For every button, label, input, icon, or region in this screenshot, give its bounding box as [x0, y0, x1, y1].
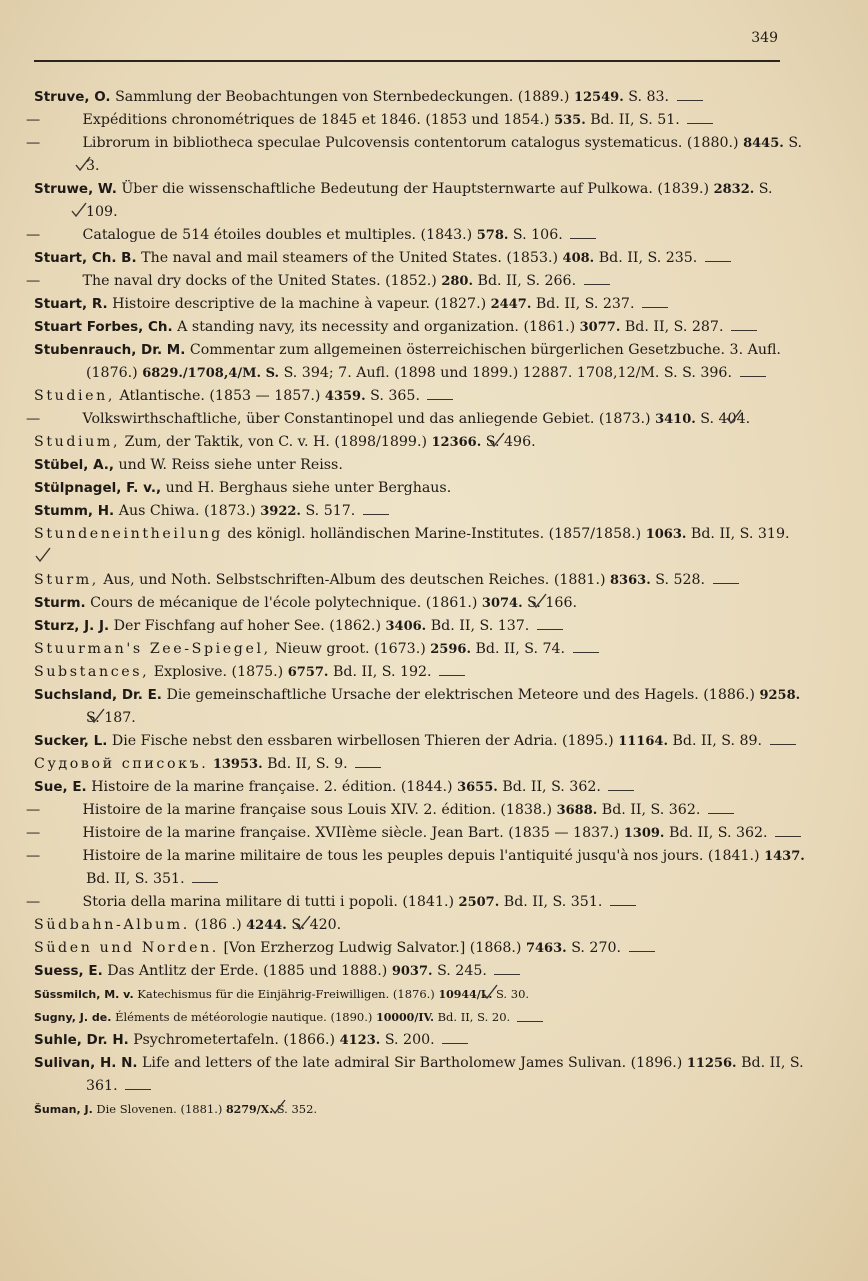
entry-page-ref: S. 109. [86, 181, 773, 220]
check-mark-icon [321, 1099, 339, 1115]
entry-author: Stuart, Ch. B. [34, 250, 137, 266]
catalog-entry [34, 753, 808, 776]
entry-author: Studium, [34, 434, 121, 450]
entry-page-ref: S. 245. [437, 963, 487, 979]
pencil-dash-icon [629, 945, 655, 952]
entry-title: Histoire de la marine française. 2. édition. (1844.) [91, 779, 458, 795]
pencil-dash-icon [713, 577, 739, 584]
entry-author: Stülpnagel, F. v., [34, 480, 162, 496]
entry-shelf-number: 13953. [212, 757, 263, 772]
entry-shelf-number: 4359. [324, 389, 366, 404]
entry-title: Catalogue de 514 étoiles doubles et multiples. (1843.) [82, 227, 477, 243]
entry-shelf-number: 9037. [391, 964, 433, 979]
entry-title: Life and letters of the late admiral Sir Bartholomew James Sulivan. (1896.) [142, 1055, 687, 1071]
catalog-entry [26, 891, 808, 914]
entry-shelf-number: 6757. [287, 665, 329, 680]
entry-author: Stübel, A., [34, 457, 115, 473]
entry-shelf-number: 4244. [246, 918, 287, 933]
entry-shelf-number: 9258. [759, 688, 801, 703]
pencil-dash-icon [494, 968, 520, 975]
entry-shelf-number: 3410. [655, 412, 696, 427]
entry-page-ref: Bd. II, S. 362. [668, 825, 768, 841]
entry-title: des königl. holländischen Marine-Institutes. (1857/1858.) [227, 526, 646, 542]
catalog-entry [34, 914, 808, 937]
ditto-dash: — [26, 894, 41, 910]
catalog-entry [26, 408, 808, 431]
entry-author: Stuart Forbes, Ch. [34, 319, 173, 335]
entry-author: Stubenrauch, Dr. M. [34, 342, 186, 358]
catalog-entry [34, 937, 808, 960]
entry-shelf-number: 3077. [579, 320, 621, 335]
entry-shelf-number: 1063. [645, 527, 687, 542]
entry-page-ref: Bd. II, S. 361. [86, 1055, 804, 1094]
entry-title: Die Fische nebst den essbaren wirbellosen Thieren der Adria. (1895.) [111, 733, 619, 749]
entry-shelf-number: 1309. [623, 826, 665, 841]
entry-shelf-number: 3688. [556, 803, 598, 818]
catalog-entry [34, 960, 808, 983]
entry-title: Volkswirthschaftliche, über Constantinopel und das anliegende Gebiet. (1873.) [82, 411, 656, 427]
entry-author: Sugny, J. de. [34, 1011, 112, 1024]
entry-shelf-number: 1437. [764, 849, 805, 864]
pencil-dash-icon [439, 669, 465, 676]
catalog-entry [26, 109, 808, 132]
entry-title: A standing navy, its necessity and organization. (1861.) [177, 319, 580, 335]
entry-title: Librorum in bibliotheca speculae Pulcovensis contentorum catalogus systematicus. (1880.) [82, 135, 744, 151]
catalog-entry [34, 638, 808, 661]
pencil-dash-icon [708, 807, 734, 814]
catalog-entry [34, 1098, 808, 1121]
entry-page-ref: S. 30. [495, 987, 530, 1001]
entry-shelf-number: 3655. [457, 780, 498, 795]
entry-title: Éléments de météorologie nautique. (1890.) [115, 1010, 377, 1024]
entry-page-ref: Bd. II, S. 192. [332, 664, 432, 680]
catalog-entry [34, 615, 808, 638]
catalog-entry [34, 661, 808, 684]
entry-title: Psychrometertafeln. (1866.) [133, 1032, 340, 1048]
pencil-dash-icon [740, 370, 766, 377]
entry-author: Suhle, Dr. H. [34, 1032, 129, 1048]
entry-shelf-number: 535. [554, 113, 586, 128]
check-mark-icon [582, 593, 600, 609]
catalog-entry [26, 270, 808, 293]
catalog-entry [34, 983, 808, 1006]
entry-shelf-number: 8363. [610, 573, 651, 588]
pencil-dash-icon [705, 255, 731, 262]
entry-shelf-number: 408. [562, 251, 595, 266]
entry-page-ref: Bd. II, S. 351. [503, 894, 603, 910]
pencil-dash-icon [442, 1037, 468, 1044]
entry-page-ref: Bd. II, S. 266. [477, 273, 577, 289]
entry-page-ref: S. 187. [86, 710, 136, 726]
entry-title: Über die wissenschaftliche Bedeutung der Hauptsternwarte auf Pulkowa. (1839.) [121, 181, 714, 197]
catalog-entry [34, 86, 808, 109]
catalog-entry [26, 845, 808, 891]
entry-page-ref: S. 3. [86, 135, 803, 174]
entry-shelf-number: 12366. [431, 435, 482, 450]
pencil-dash-icon [125, 1083, 151, 1090]
entry-shelf-number: 8445. [743, 136, 784, 151]
catalog-entry [34, 1029, 808, 1052]
pencil-dash-icon [687, 117, 713, 124]
entry-title: Sammlung der Beobachtungen von Sternbedeckungen. (1889.) [115, 89, 574, 105]
entry-author: Stuart, R. [34, 296, 108, 312]
entry-page-ref: S. 404. [700, 411, 751, 427]
pencil-dash-icon [570, 232, 596, 239]
entry-shelf-number: 3922. [260, 504, 301, 519]
pencil-dash-icon [642, 301, 668, 308]
entry-shelf-number: 3406. [385, 619, 427, 634]
ditto-dash: — [26, 825, 41, 841]
check-mark-icon [755, 409, 773, 425]
entry-title: Aus, und Noth. Selbstschriften-Album des deutschen Reiches. (1881.) [103, 572, 611, 588]
entry-title: und W. Reiss siehe unter Reiss. [118, 457, 343, 473]
catalog-entry [34, 592, 808, 615]
pencil-dash-icon [731, 324, 757, 331]
pencil-dash-icon [775, 830, 801, 837]
entry-shelf-number: 10000/IV. [376, 1011, 434, 1024]
catalog-entry [34, 385, 808, 408]
ditto-dash: — [26, 112, 41, 128]
entry-page-ref: S. 166. [527, 595, 577, 611]
entry-title: The naval and mail steamers of the United States. (1853.) [141, 250, 563, 266]
entry-author: Sulivan, H. N. [34, 1055, 138, 1071]
entry-title: Expéditions chronométriques de 1845 et 1846. (1853 und 1854.) [82, 112, 555, 128]
entry-author: Süden und Norden. [34, 940, 219, 956]
entry-page-ref: S. 270. [571, 940, 622, 956]
entry-page-ref: S. 106. [512, 227, 563, 243]
catalog-entry [34, 316, 808, 339]
check-mark-icon [533, 984, 551, 1000]
pencil-dash-icon [192, 876, 218, 883]
entry-page-ref: S. 420. [291, 917, 342, 933]
catalog-entry [34, 523, 808, 569]
catalog-entry [26, 224, 808, 247]
ditto-dash: — [26, 802, 41, 818]
ditto-dash: — [26, 411, 41, 427]
entry-author: Sturm, [34, 572, 99, 588]
entry-title: Explosive. (1875.) [153, 664, 288, 680]
header-rule [34, 60, 780, 62]
pencil-dash-icon [573, 646, 599, 653]
catalog-entry [26, 799, 808, 822]
catalog-entry [34, 247, 808, 270]
entry-page-ref: Bd. II, S. 362. [502, 779, 601, 795]
entry-shelf-number: 2832. [713, 182, 755, 197]
entry-page-ref: Bd. II, S. 362. [601, 802, 701, 818]
catalog-entry [34, 569, 808, 592]
entry-page-ref: Bd. II, S. 74. [475, 641, 566, 657]
entry-shelf-number: 4123. [339, 1033, 381, 1048]
catalog-entry [34, 776, 808, 799]
entry-shelf-number: 10944/L. [438, 988, 493, 1001]
entry-author: Substances, [34, 664, 150, 680]
catalog-entry [34, 454, 808, 477]
pencil-dash-icon [355, 761, 381, 768]
entry-page-ref: Bd. II, S. 287. [624, 319, 724, 335]
entry-title: Atlantische. (1853 — 1857.) [119, 388, 325, 404]
catalog-entry [34, 500, 808, 523]
check-mark-icon [346, 915, 364, 931]
entry-page-ref: Bd. II, S. 51. [590, 112, 680, 128]
ditto-dash: — [26, 135, 41, 151]
entry-shelf-number: 6829./1708,4/M. S. [142, 366, 280, 381]
catalog-entry [34, 1052, 808, 1098]
pencil-dash-icon [584, 278, 610, 285]
entry-page-ref: S. 352. [276, 1102, 318, 1116]
entry-title: Histoire descriptive de la machine à vapeur. (1827.) [112, 296, 491, 312]
entry-title: Histoire de la marine militaire de tous les peuples depuis l'antiquité jusqu'à nos jours. (1841.) [82, 848, 765, 864]
entry-title: Zum, der Taktik, von C. v. H. (1898/1899.) [124, 434, 432, 450]
entry-title: Cours de mécanique de l'école polytechnique. (1861.) [90, 595, 482, 611]
catalog-entry [34, 730, 808, 753]
entry-shelf-number: 2507. [458, 895, 500, 910]
catalog-entry [26, 132, 808, 178]
entry-page-ref: S. 200. [384, 1032, 435, 1048]
entry-author: Sue, E. [34, 779, 87, 795]
entry-author: Судовой списокъ. [34, 756, 209, 772]
entry-author: Sturz, J. J. [34, 618, 110, 634]
ditto-dash: — [26, 227, 41, 243]
entry-title: Der Fischfang auf hoher See. (1862.) [113, 618, 386, 634]
entry-shelf-number: 578. [476, 228, 509, 243]
catalog-entry [34, 178, 808, 224]
entry-title: Die gemeinschaftliche Ursache der elektrischen Meteore und des Hagels. (1886.) [166, 687, 760, 703]
entry-author: Stumm, H. [34, 503, 115, 519]
entry-title: Aus Chiwa. (1873.) [118, 503, 261, 519]
entry-author: Studien, [34, 388, 116, 404]
entry-shelf-number: 12549. [573, 90, 624, 105]
entry-page-ref: Bd. II, S. 9. [267, 756, 348, 772]
entry-title: Histoire de la marine française sous Louis XIV. 2. édition. (1838.) [82, 802, 557, 818]
catalog-entry [34, 684, 808, 730]
entry-author: Sturm. [34, 595, 86, 611]
entry-page-ref: S. 365. [370, 388, 420, 404]
catalog-entry [34, 1006, 808, 1029]
check-mark-icon [104, 156, 122, 172]
entry-title: und H. Berghaus siehe unter Berghaus. [165, 480, 452, 496]
pencil-dash-icon [517, 1015, 543, 1022]
catalog-entry [34, 431, 808, 454]
entry-author: Suchsland, Dr. E. [34, 687, 162, 703]
entry-page-ref: Bd. II, S. 235. [598, 250, 698, 266]
entry-title: Katechismus für die Einjährig-Freiwilligen. (1876.) [137, 987, 439, 1001]
entry-author: Stuurman's Zee-Spiegel, [34, 641, 271, 657]
catalog-entry [34, 339, 808, 385]
pencil-dash-icon [770, 738, 796, 745]
catalog-entry [34, 477, 808, 500]
pencil-dash-icon [363, 508, 389, 515]
pencil-dash-icon [537, 623, 563, 630]
entry-page-ref: Bd. II, S. 237. [535, 296, 635, 312]
entry-page-ref: Bd. II, S. 89. [672, 733, 763, 749]
pencil-dash-icon [608, 784, 634, 791]
entry-shelf-number: 11256. [686, 1056, 737, 1071]
entry-shelf-number: 8279/X. [226, 1103, 274, 1116]
entry-title: Nieuw groot. (1673.) [275, 641, 431, 657]
entry-author: Südbahn-Album. [34, 917, 190, 933]
pencil-dash-icon [427, 393, 453, 400]
entry-page-ref: S. 83. [628, 89, 670, 105]
catalog-entry [34, 293, 808, 316]
entry-title: Das Antlitz der Erde. (1885 und 1888.) [107, 963, 392, 979]
entry-title: Commentar zum allgemeinen österreichischen bürgerlichen Gesetzbuche. 3. Aufl. (1876.) [86, 342, 781, 381]
entry-title: Histoire de la marine française. XVIIème siècle. Jean Bart. (1835 — 1837.) [82, 825, 624, 841]
entry-author: Šuman, J. [34, 1103, 93, 1116]
entry-page-ref: S. 517. [305, 503, 356, 519]
entry-shelf-number: 3074. [481, 596, 523, 611]
entry-shelf-number: 11164. [618, 734, 668, 749]
entry-title: Storia della marina militare di tutti i popoli. (1841.) [82, 894, 459, 910]
entry-author: Struwe, W. [34, 181, 117, 197]
pencil-dash-icon [610, 899, 636, 906]
check-mark-icon [122, 202, 140, 218]
entry-shelf-number: 7463. [525, 941, 567, 956]
entry-page-ref: S. 496. [485, 434, 536, 450]
check-mark-icon [86, 547, 104, 563]
entry-author: Sucker, L. [34, 733, 108, 749]
entry-author: Stundeneintheilung [34, 526, 223, 542]
entry-author: Struve, O. [34, 89, 111, 105]
entry-author: Süssmilch, M. v. [34, 988, 134, 1001]
entry-page-ref: S. 394; 7. Aufl. (1898 und 1899.) 12887. 1708,12/M. S. S. 396. [283, 365, 732, 381]
pencil-dash-icon [677, 94, 703, 101]
entry-title: Die Slovenen. (1881.) [96, 1102, 227, 1116]
entry-title: [Von Erzherzog Ludwig Salvator.] (1868.) [223, 940, 526, 956]
entry-shelf-number: 2447. [490, 297, 532, 312]
entry-page-ref: Bd. II, S. 319. [690, 526, 790, 542]
entry-shelf-number: 280. [441, 274, 473, 289]
entry-page-ref: Bd. II, S. 20. [437, 1010, 511, 1024]
entry-page-ref: Bd. II, S. 137. [430, 618, 530, 634]
catalog-entries [26, 86, 808, 1121]
entry-title: The naval dry docks of the United States. (1852.) [82, 273, 442, 289]
page-number: 349 [751, 30, 778, 46]
entry-title: (186 .) [194, 917, 247, 933]
entry-shelf-number: 2596. [430, 642, 471, 657]
entry-author: Suess, E. [34, 963, 103, 979]
ditto-dash: — [26, 273, 41, 289]
ditto-dash: — [26, 848, 41, 864]
catalog-entry [26, 822, 808, 845]
check-mark-icon [140, 708, 158, 724]
check-mark-icon [540, 432, 558, 448]
entry-page-ref: Bd. II, S. 351. [86, 871, 185, 887]
entry-page-ref: S. 528. [655, 572, 706, 588]
